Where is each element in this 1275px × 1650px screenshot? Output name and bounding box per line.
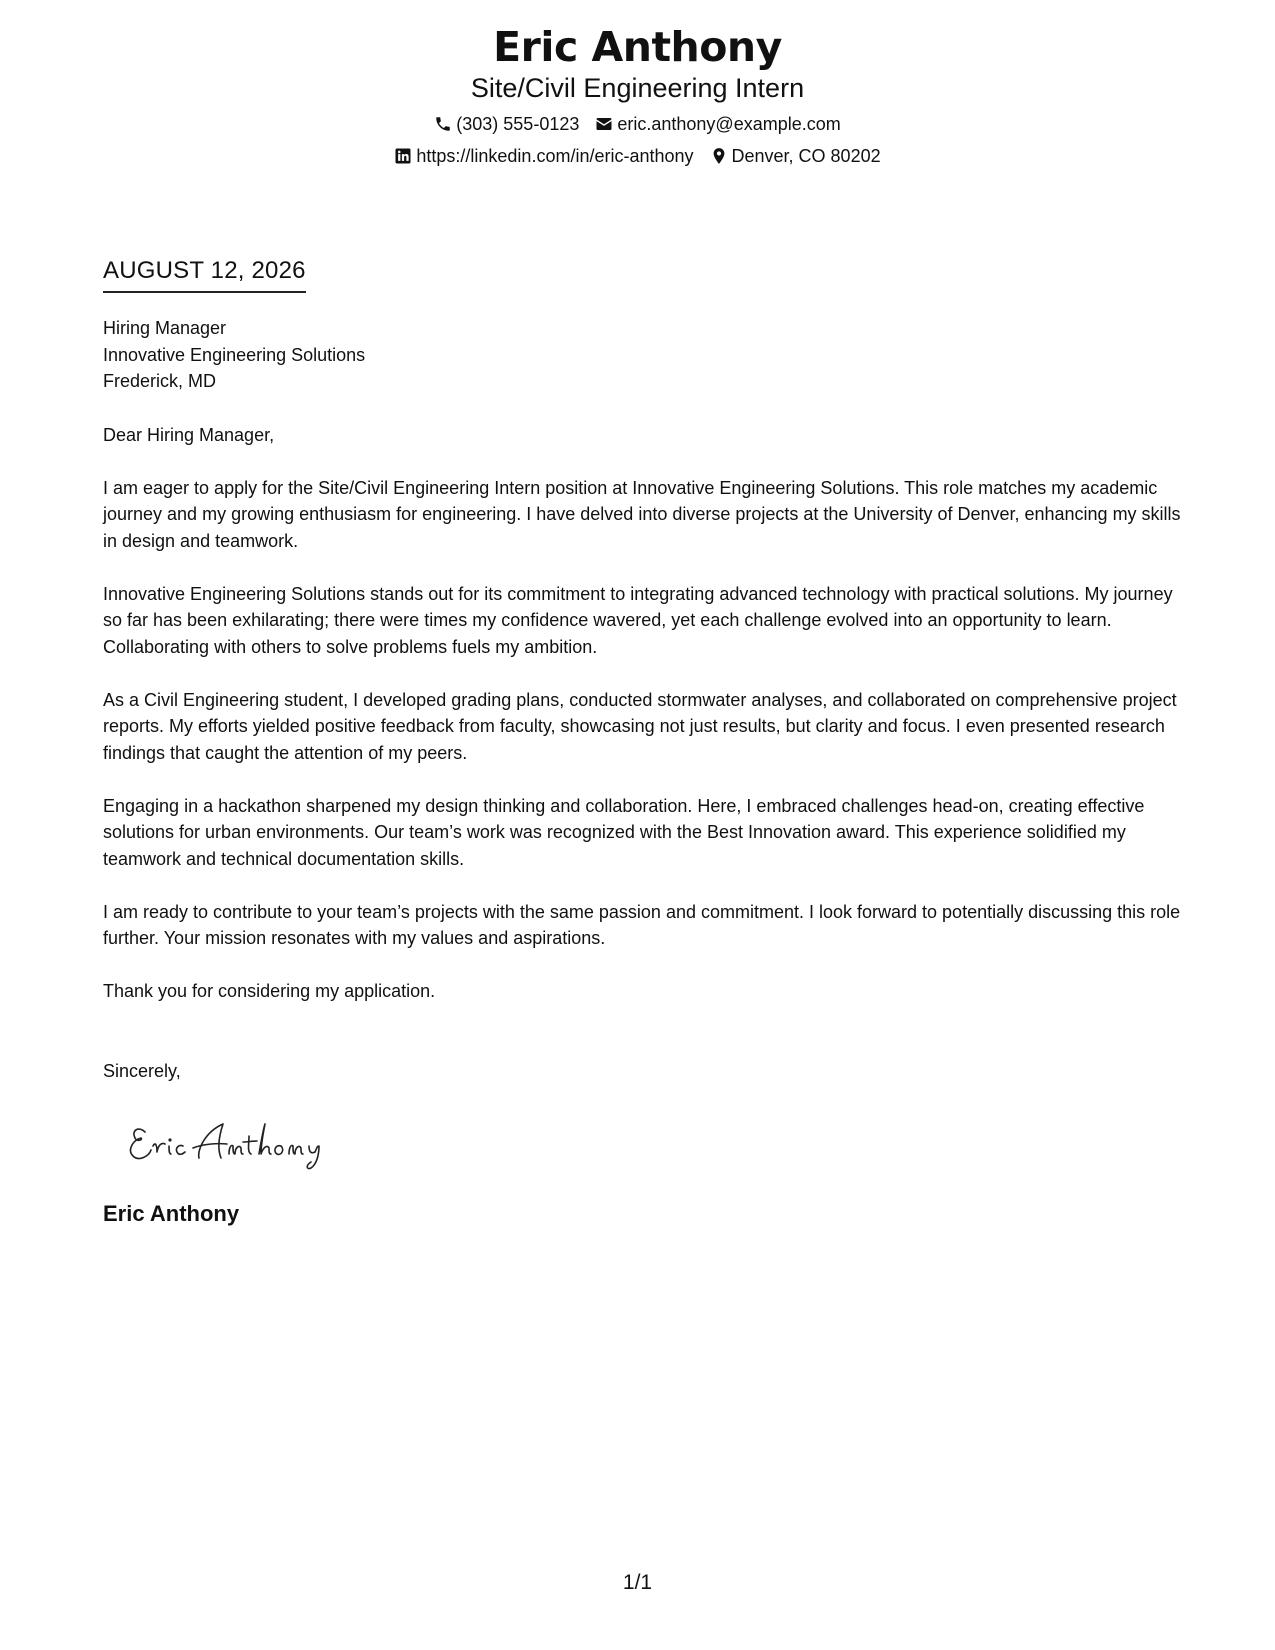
paragraph: I am ready to contribute to your team’s projects with the same passion and commitment. I look forward to potentially discussing this role further. Your mission resonates with my values and aspirations.	[103, 901, 1181, 948]
contact-email	[595, 113, 840, 135]
signed-name: Eric Anthony	[103, 1201, 240, 1226]
contact-location	[710, 145, 881, 167]
contact-row-2	[0, 145, 1275, 167]
closing: Sincerely,	[103, 1060, 181, 1081]
letter-date: AUGUST 12, 2026	[103, 256, 306, 293]
email-text: eric.anthony@example.com	[617, 114, 841, 134]
recipient-block	[103, 315, 1183, 395]
contact-phone	[434, 113, 579, 135]
paragraph: Engaging in a hackathon sharpened my design thinking and collaboration. Here, I embraced challenges head-on, creating effective solutions for urban environments. Our team’s work was recognized with the Best Innovation award. This experience solidified my teamwork and technical documentation skills.	[103, 795, 1145, 869]
handwritten-signature	[125, 1110, 345, 1170]
location-text: Denver, CO 80202	[731, 146, 881, 166]
page-number: 1/1	[622, 1571, 653, 1594]
recipient-line: Hiring Manager	[103, 318, 227, 338]
envelope-icon	[595, 115, 613, 133]
recipient-location: Frederick, MD	[103, 371, 217, 391]
paragraph: Innovative Engineering Solutions stands out for its commitment to integrating advanced technology with practical solutions. My journey so far has been exhilarating; there were times my confidence wavered, yet each challenge evolved into an opportunity to learn. Collaborating with others to solve problems fuels my ambition.	[103, 583, 1173, 657]
applicant-name: Eric Anthony	[493, 23, 782, 71]
contact-linkedin	[394, 145, 693, 167]
linkedin-icon	[394, 147, 412, 165]
job-title: Site/Civil Engineering Intern	[470, 73, 805, 103]
letter-header	[0, 22, 1275, 167]
map-pin-icon	[710, 147, 728, 165]
paragraph: Thank you for considering my application.	[103, 981, 436, 1001]
letter-body	[103, 315, 1183, 1084]
recipient-company: Innovative Engineering Solutions	[103, 344, 366, 365]
contact-row-1	[0, 113, 1275, 135]
phone-icon	[434, 115, 452, 133]
paragraph: I am eager to apply for the Site/Civil Engineering Intern position at Innovative Engineering Solutions. This role matches my academic journey and my growing enthusiasm for engineering. I have delved into diverse projects at the University of Denver, enhancing my skills in design and teamwork.	[103, 477, 1181, 551]
phone-text: (303) 555-0123	[456, 114, 580, 134]
greeting: Dear Hiring Manager,	[103, 424, 275, 445]
linkedin-text: https://linkedin.com/in/eric-anthony	[416, 146, 694, 166]
paragraph: As a Civil Engineering student, I developed grading plans, conducted stormwater analyses, and collaborated on comprehensive project reports. My efforts yielded positive feedback from faculty, showcasing not just results, but clarity and focus. I even presented research findings that caught the attention of my peers.	[103, 689, 1177, 763]
